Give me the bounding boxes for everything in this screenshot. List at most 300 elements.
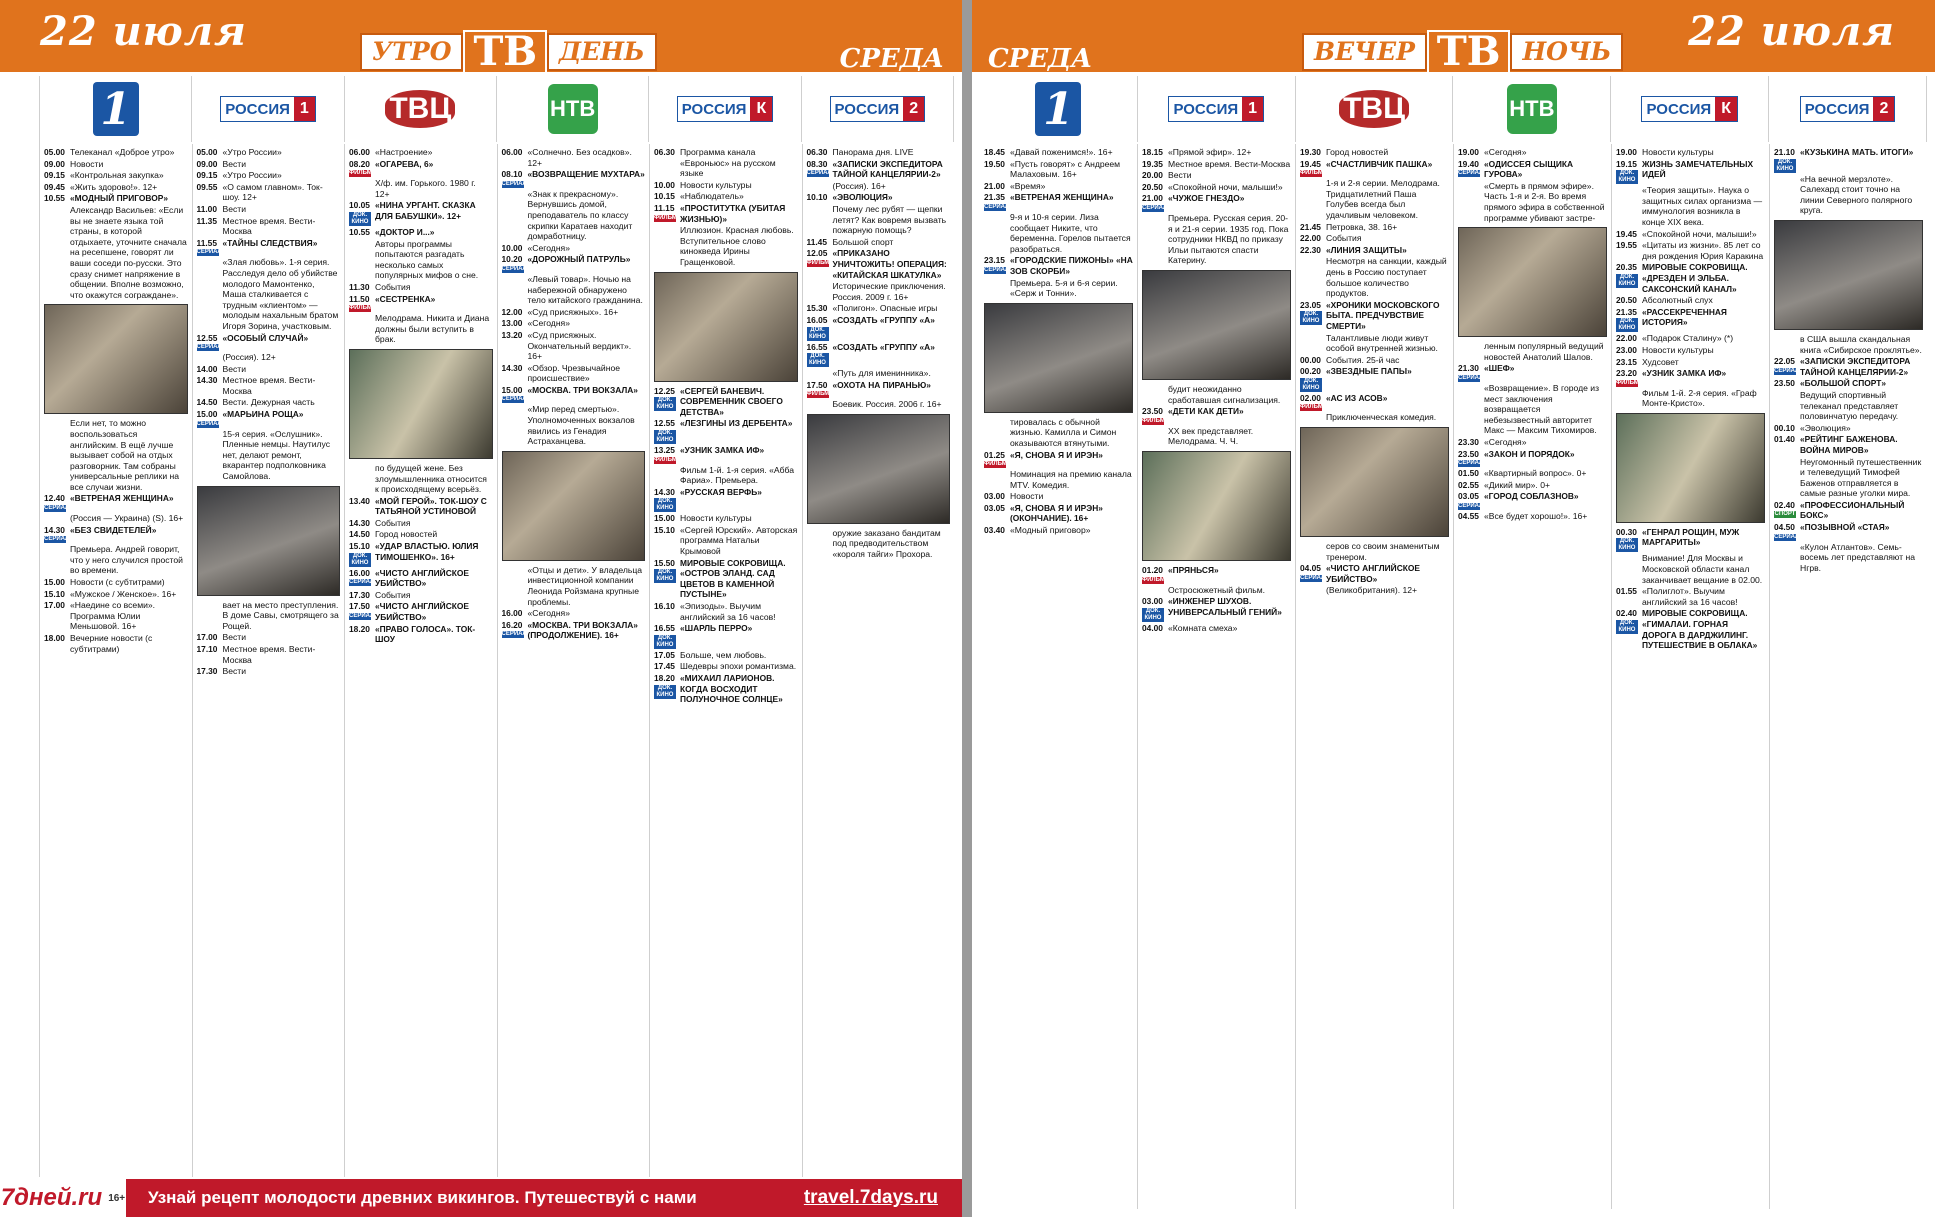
program-item [349,200,493,226]
program-photo [1142,451,1291,561]
program-item [502,363,646,384]
program-time: 19.45 ФИЛЬМ [1300,158,1323,177]
program-item [654,513,798,524]
program-item [1458,449,1607,468]
program-title: Новости культуры [1642,147,1714,157]
program-item [1458,341,1607,362]
program-badge: СЕРИАЛ [1142,204,1168,211]
program-title: Премьера. 5-я и 6-я серии. «Серж и Тонни». [1010,277,1118,299]
program-item [1300,256,1449,298]
program-title: Вести [222,666,247,677]
program-time: 23.50 СЕРИАЛ [1458,448,1484,467]
channel-cell [1296,76,1454,142]
program-item [1142,147,1291,158]
program-badge: ФИЛЬМ [1142,576,1165,583]
program-badge: СЕРИАЛ [44,536,70,543]
program-item [1616,159,1765,185]
program-title: «Давай поженимся!». 16+ [1010,147,1113,157]
program-time: 11.50 ФИЛЬМ [349,293,372,312]
program-title: «НИНА УРГАНТ. СКАЗКА ДЛЯ БАБУШКИ». 12+ [375,200,476,221]
program-title: «Сегодня» [527,242,570,253]
program-item [349,529,493,540]
program-item [654,661,798,672]
program-time: 10.00 [501,242,523,253]
program-time: 16.55 ДОК. КИНО [806,341,828,367]
program-title: «Утро России» [222,147,282,157]
program-time: 12.00 [501,306,523,317]
program-item [349,294,493,313]
program-badge: ДОК. КИНО [807,327,829,341]
program-item [1142,159,1291,170]
program-item [44,193,188,204]
program-item [1300,412,1449,423]
program-time [1300,412,1326,423]
program-time: 17.50 ФИЛЬМ [806,379,830,398]
program-title: «Злая любовь». 1-я серия. Расследуя дело об убийстве молодого Мамонтенко, Маша сталкивается с трудным «клиентом» — молодым нахальным братом Игоря Зорина, участковым. [222,257,339,331]
program-time [349,239,375,281]
program-photo [984,303,1133,413]
program-time: 16.00 [501,608,523,619]
program-badge: СЕРИАЛ [196,420,222,427]
program-time: 04.55 [1458,510,1479,521]
program-item [1142,213,1291,266]
program-time [1458,341,1484,362]
channel-cell [802,76,954,142]
program-title: Вечерние новости (с субтитрами) [70,633,153,654]
program-time [1774,334,1800,355]
program-photo [1616,413,1765,523]
program-item [197,216,341,237]
channel-schedule-column [650,144,803,1177]
program-title: Больше, чем любовь. [680,649,767,660]
program-title: Новости [70,158,104,169]
program-time: 23.15 [1616,356,1637,367]
program-badge: СЕРИАЛ [1458,374,1484,381]
program-item [1300,541,1449,562]
program-item [984,469,1133,490]
program-title: «РУССКАЯ ВЕРФЬ» [680,486,762,497]
program-title: Фильм 1-й. 2-я серия. «Граф Монте-Кристо». [1642,387,1757,409]
footer-link[interactable]: travel.7days.ru [803,1187,938,1208]
program-item [654,180,798,191]
program-time [349,178,375,199]
program-time: 20.00 [1142,170,1163,181]
program-time [984,278,1010,299]
program-time: 21.10 ДОК. КИНО [1774,147,1795,172]
program-title: «Полигон». Опасные игры [832,303,938,314]
program-item [654,623,798,649]
program-item [502,385,646,404]
program-item [1300,393,1449,412]
program-title: «Все будет хорошо!». 16+ [1484,510,1588,521]
program-badge: ДОК. КИНО [1616,274,1638,288]
program-title: «КУЗЬКИНА МАТЬ. ИТОГИ» [1800,147,1914,157]
program-item [349,590,493,601]
program-item [349,178,493,199]
program-item [502,620,646,641]
program-title: Талантливые люди живут особой внутренней жизнью. [1326,332,1438,354]
program-title: Фильм 1-й. 1-я серия. «Абба Фариа». Премьера. [680,464,795,486]
program-item [1142,585,1291,596]
channel-schedule-column [980,144,1138,1209]
program-title: «Я, СНОВА Я И ИРЭН» (ОКОНЧАНИЕ). 16+ [1010,502,1103,524]
program-item [1300,300,1449,332]
program-badge: СЕРИАЛ [1458,170,1484,177]
right-page [972,0,1935,1217]
program-time: 11.00 [196,203,217,214]
program-time: 11.15 ФИЛЬМ [654,202,677,221]
program-time [984,417,1010,449]
program-title: «СЕРГЕЙ БАНЕВИЧ. СОВРЕМЕННИК СВОЕГО ДЕТСТВА» [680,385,783,417]
program-title: «УЗНИК ЗАМКА ИФ» [680,444,765,455]
program-time: 15.30 [806,303,828,314]
russia2-logo: РОССИЯ 2 [830,96,926,122]
program-time: 01.20 ФИЛЬМ [1142,564,1165,583]
program-time: 12.05 ФИЛЬМ [806,248,830,266]
program-title: Если нет, то можно воспользоваться английским. В ещё лучше вызывает собой на отдых разговорник. Там собраны универсальные реплики на все случаи жизни. [70,418,180,492]
program-item [44,493,188,512]
program-time [1616,185,1642,227]
program-title: МИРОВЫЕ СОКРОВИЩА. «ОСТРОВ ЭЛАНД. САД ЦВЕТОВ В КАМЕННОЙ ПУСТЫНЕ» [680,557,786,600]
program-time [1142,213,1168,266]
program-photo [1300,427,1449,537]
program-item [1300,178,1449,220]
russia-k-logo: РОССИЯ К [677,96,773,122]
program-item [349,496,493,517]
program-item [197,170,341,181]
channel-schedule-column [1770,144,1927,1209]
program-item [807,248,951,280]
program-item [654,558,798,600]
program-title: События [375,589,411,600]
program-title: «БЕЗ СВИДЕТЕЛЕЙ» [70,524,157,535]
program-badge: ДОК. КИНО [1616,170,1638,184]
program-item [1458,363,1607,382]
program-time: 08.10 СЕРИАЛ [501,169,527,187]
program-title: «ЗАПИСКИ ЭКСПЕДИТОРА ТАЙНОЙ КАНЦЕЛЯРИИ-2» [1800,356,1911,377]
program-title: «ЗАПИСКИ ЭКСПЕДИТОРА ТАЙНОЙ КАНЦЕЛЯРИИ-2» [832,158,943,180]
channel-schedule-column [498,144,651,1177]
program-title: «МОСКВА. ТРИ ВОКЗАЛА» (ПРОДОЛЖЕНИЕ). 16+ [527,619,638,641]
program-time: 14.00 [196,363,218,374]
program-time: 10.15 [654,191,675,202]
program-time: 14.30 [349,517,370,528]
program-item [349,568,493,589]
program-badge: ДОК. КИНО [349,212,371,226]
program-item [197,429,341,482]
program-time: 19.00 [1616,147,1637,157]
channel-cell [192,76,344,142]
program-item [197,147,341,158]
program-photo [1774,220,1923,330]
program-time: 04.50 СЕРИАЛ [1774,522,1800,540]
program-title: «СЕСТРЕНКА» [375,293,436,304]
program-time: 09.15 [44,170,65,181]
program-time: 15.00 СЕРИАЛ [196,409,222,427]
program-item [197,666,341,677]
program-time: 16.05 ДОК. КИНО [806,314,828,340]
program-time: 10.20 СЕРИАЛ [501,254,527,272]
program-item [807,237,951,248]
russia1-logo: РОССИЯ 1 [1168,96,1264,122]
program-item [197,397,341,408]
program-badge: СЕРИАЛ [984,266,1010,273]
program-time [1774,542,1800,574]
program-time: 17.00 [44,600,65,611]
program-item [44,182,188,193]
program-title: «Мужское / Женское». 16+ [70,588,177,599]
program-title: «Время» [1010,180,1046,191]
program-time: 10.00 [654,179,675,190]
program-title: по будущей жене. Без злоумышленника относится к происходящему всерьёз. [375,462,487,495]
channel-cell [1453,76,1611,142]
program-time: 06.30 [806,147,828,157]
program-item [502,318,646,329]
program-time [502,565,528,607]
program-title: «ШЕФ» [1484,363,1515,374]
program-badge: ФИЛЬМ [349,170,372,177]
program-time: 15.10 ДОК. КИНО [349,541,370,566]
header-band-right [972,0,1935,75]
program-item [1774,522,1923,541]
program-item [197,644,341,665]
program-item [44,633,188,654]
program-title: «Сегодня» [1484,147,1527,157]
program-time: 03.00 ДОК. КИНО [1142,596,1163,621]
program-time [197,257,223,331]
program-item [1142,623,1291,634]
program-time [807,399,833,410]
program-title: Новости (с субтитрами) [70,577,165,588]
program-title: Телеканал «Доброе утро» [70,147,175,157]
program-time: 23.50 ФИЛЬМ [1142,406,1165,424]
program-title: «ДОРОЖНЫЙ ПАТРУЛЬ» [527,254,631,265]
program-item [44,418,188,492]
program-time: 11.30 [349,281,370,292]
logo-left-word: ВЕЧЕР [1302,33,1427,71]
program-item [197,632,341,643]
program-time: 01.40 [1774,434,1795,445]
program-title: «РЕЙТИНГ БАЖЕНОВА. ВОЙНА МИРОВ» [1800,434,1898,455]
program-item [197,364,341,375]
program-time: 21.35 СЕРИАЛ [984,192,1010,210]
program-time: 10.10 [806,192,828,203]
program-title: Программа канала «Евроньюс» на русском языке [680,147,776,179]
program-item [984,212,1133,254]
program-time [807,368,833,379]
channel-schedule-column [193,144,346,1177]
program-item [1774,434,1923,455]
program-time: 06.00 [501,147,523,157]
program-item [1616,333,1765,344]
program-title: События [375,281,411,292]
program-time: 13.40 [349,495,370,506]
program-time [197,352,223,363]
program-time [1142,426,1168,447]
program-photo [1142,270,1291,380]
program-item [654,445,798,464]
program-item [1458,468,1607,479]
program-time: 22.05 СЕРИАЛ [1774,356,1800,374]
program-title: «МОЙ ГЕРОЙ». ТОК-ШОУ С ТАТЬЯНОЙ УСТИНОВОЙ [375,495,487,517]
program-item [1300,333,1449,354]
program-title: «ОДИССЕЯ СЫЩИКА ГУРОВА» [1484,158,1574,180]
tvc-logo: ТВЦ [385,90,455,128]
logo-tv: ТВ [1427,30,1511,74]
russia2-logo: РОССИЯ 2 [1800,96,1896,122]
program-title: «Наедине со всеми». Программа Юлии Меньшовой. 16+ [70,600,156,632]
program-title: Вести [222,632,247,643]
program-badge: ФИЛЬМ [984,461,1007,468]
program-title: «Отцы и дети». У владельца инвестиционной компании Леонида Ройзмана крупные проблемы. [527,564,643,607]
program-title: Вести [222,158,247,169]
program-time [807,281,833,302]
header-day: СРЕДА [839,44,944,74]
program-time: 19.50 [984,158,1005,169]
program-time: 05.00 [196,147,218,157]
program-time [1616,553,1642,585]
program-time: 14.50 [349,529,370,540]
program-time [1300,333,1326,354]
program-time: 12.55 ДОК. КИНО [654,418,675,443]
program-item [1616,147,1765,158]
footer-brand[interactable]: 7дней.ru 16+ [0,1179,130,1217]
program-item [1616,307,1765,333]
program-item [1142,170,1291,181]
program-item [654,673,798,705]
program-photo [44,304,188,414]
program-title: «Мир перед смертью». Уполномоченных вокзалов явились из Генадия Астраханцева. [527,404,635,447]
program-item [1300,355,1449,366]
program-time: 22.00 [1300,233,1321,244]
program-time [654,225,680,267]
program-item [44,159,188,170]
program-time: 19.35 [1142,158,1163,169]
program-time: 17.30 [196,666,218,677]
program-item [1616,240,1765,261]
program-badge: ДОК. КИНО [654,397,676,411]
program-title: «ГОРОД СОБЛАЗНОВ» [1484,491,1579,502]
program-item [1300,563,1449,584]
program-title: Александр Васильев: «Если вы не знаете языка той страны, в которой отдыхаете, уточните сначала на ресепшене, говорят ли ваши соседи по-русски. Это сразу снимет напряжение в общении. Вполне возможно, что окажутся сограждане». [70,204,187,300]
program-title: «СОЗДАТЬ «ГРУППУ «А» [832,314,935,325]
program-time [1142,384,1168,405]
program-title: «ВЕТРЕНАЯ ЖЕНЩИНА» [70,493,174,504]
program-title: (Россия). 16+ [832,180,886,191]
program-item [1458,437,1607,448]
program-title: серов со своим знаменитым тренером. [1326,541,1440,562]
program-time: 18.20 ДОК. КИНО [654,673,675,698]
program-badge: ДОК. КИНО [654,498,676,512]
program-item [807,368,951,379]
program-item [1774,542,1923,574]
program-time: 05.00 [44,147,65,157]
program-title: Вести [222,363,247,374]
program-title: тировалась с обычной жизнью. Камилла и Симон оказываются втянутыми. [1010,416,1117,448]
program-item [1616,527,1765,553]
program-time: 10.55 [44,193,65,204]
program-item [197,257,341,331]
program-title: оружие заказано бандитам под предводительством «короля тайги» Прохора. [832,527,941,560]
program-title: (Россия). 12+ [222,352,276,363]
program-time: 13.20 [501,329,523,340]
program-item [502,243,646,254]
program-time: 20.50 [1142,181,1163,192]
program-title: «Квартирный вопрос». 0+ [1484,468,1587,479]
program-item [984,278,1133,299]
program-title: «Контрольная закупка» [70,170,164,181]
program-time: 15.00 [44,577,65,588]
program-photo [1458,227,1607,337]
program-title: Ведущий спортивный телеканал представляет половинчатую передачу. [1800,389,1899,422]
program-title: «Комната смеха» [1168,622,1238,633]
program-badge: ФИЛЬМ [654,456,677,463]
program-time: 23.30 [1458,436,1479,447]
program-item [807,281,951,302]
program-item [654,650,798,661]
program-title: «О самом главном». Ток-шоу. 12+ [222,181,323,203]
program-item [984,525,1133,536]
program-item [502,169,646,188]
channel-one-logo: 1 [1035,82,1081,136]
program-badge: СЕРИАЛ [1774,533,1800,540]
program-title: События. 25-й час [1326,354,1400,365]
channel-schedule-column [1612,144,1770,1209]
program-item [349,147,493,158]
program-item [1616,586,1765,607]
program-badge: ФИЛЬМ [349,305,372,312]
program-item [807,181,951,192]
program-badge: СЕРИАЛ [349,613,375,620]
program-item [502,189,646,242]
program-time: 14.30 [196,375,218,386]
program-title: Местное время. Вести-Москва [222,644,316,665]
program-item [984,192,1133,211]
program-title: «Утро России» [222,170,282,181]
program-item [1616,229,1765,240]
program-item [44,147,188,158]
channel-schedule-column [40,144,193,1177]
program-time: 23.50 [1774,378,1795,389]
program-time: 17.30 [349,589,370,600]
program-time: 23.20 ФИЛЬМ [1616,368,1639,386]
program-item [1774,500,1923,521]
program-badge: ДОК. КИНО [1142,608,1164,622]
logo-evening-night [1302,28,1623,75]
program-time: 10.05 ДОК. КИНО [349,200,370,225]
program-item [807,342,951,368]
program-time: 19.55 [1616,240,1637,251]
program-title: Иллюзион. Красная любовь. Вступительное слово кинокведа Ирины Гращенковой. [680,225,794,267]
program-badge: СЕРИАЛ [1458,502,1484,509]
program-title: Большой спорт [832,236,894,247]
program-time: 00.30 ДОК. КИНО [1616,526,1637,552]
program-title: «Суд присяжных». 16+ [527,306,619,317]
program-item [1142,596,1291,622]
program-title: «Наблюдатель» [680,191,744,202]
program-title: «ЗАКОН И ПОРЯДОК» [1484,448,1575,459]
program-item [502,330,646,362]
program-item [197,375,341,396]
program-time: 15.50 ДОК. КИНО [654,557,675,583]
program-time: 00.00 [1300,354,1321,365]
program-time: 02.55 [1458,479,1479,490]
program-item [1774,174,1923,216]
program-title: Номинация на премию канала MTV. Комедия. [1010,469,1132,490]
program-time: 15.10 [654,524,675,535]
program-time: 17.45 [654,661,675,672]
program-time: 21.45 [1300,221,1321,232]
